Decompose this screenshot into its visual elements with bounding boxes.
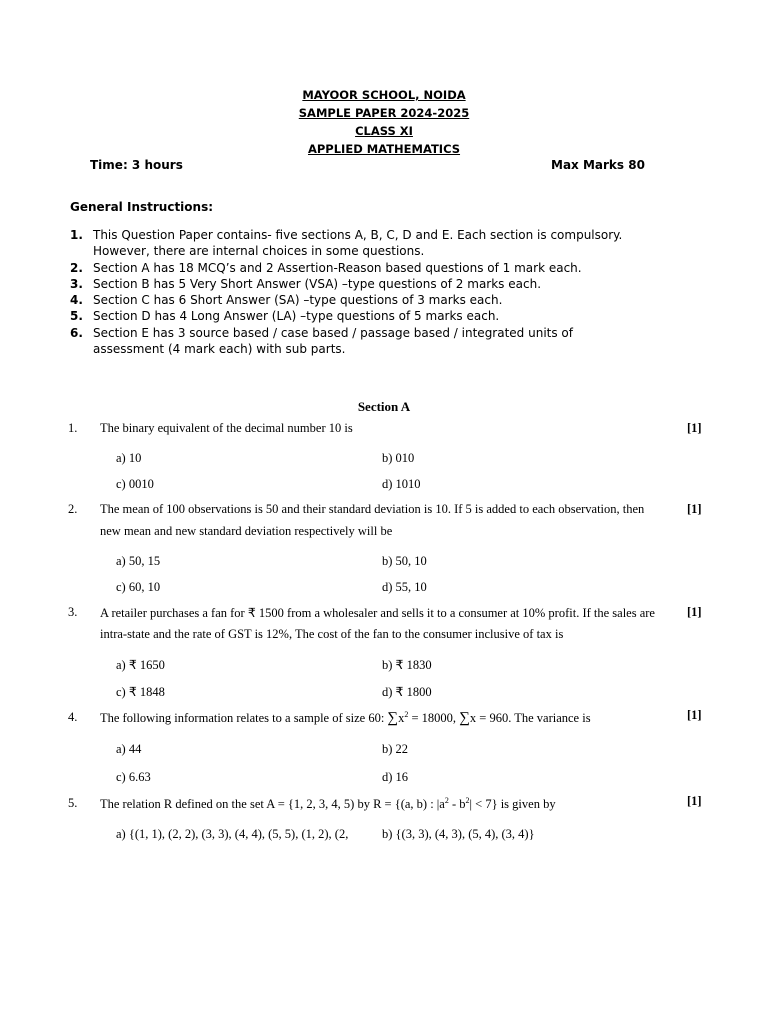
question-marks: [1] xyxy=(687,794,702,808)
instructions-title: General Instructions: xyxy=(70,200,214,214)
summation-symbol: ∑ xyxy=(459,710,470,727)
superscript: 2 xyxy=(465,796,470,805)
question-marks: [1] xyxy=(687,605,702,619)
question-number: 2. xyxy=(68,502,78,516)
option-a: a) 50, 15 xyxy=(116,554,161,568)
question-text-part: The following information relates to a sample of size 60: xyxy=(100,711,388,726)
superscript: 2 xyxy=(444,796,449,805)
instruction-number: 6. xyxy=(70,326,83,340)
question-text-part: The relation R defined on the set A = {1, 2, 3, 4, 5) by R = {(a, b) : |a xyxy=(100,797,445,812)
question-marks: [1] xyxy=(687,421,702,435)
question-number: 1. xyxy=(68,421,78,435)
question-text-continued: new mean and new standard deviation respectively will be xyxy=(100,524,393,538)
question-text-part: | < 7} is given by xyxy=(469,797,556,812)
superscript: 2 xyxy=(404,710,409,719)
instruction-number: 5. xyxy=(70,309,83,323)
instruction-number: 1. xyxy=(70,228,83,242)
question-text: The mean of 100 observations is 50 and their standard deviation is 10. If 5 is added to each observation, then xyxy=(100,502,645,516)
question-text xyxy=(100,710,591,727)
option-a: a) 44 xyxy=(116,742,142,756)
question-text xyxy=(100,796,556,812)
option-b: b) {(3, 3), (4, 3), (5, 4), (3, 4)} xyxy=(382,827,535,841)
section-title: Section A xyxy=(357,399,411,414)
option-c: c) ₹ 1848 xyxy=(116,685,165,699)
option-c: c) 0010 xyxy=(116,477,154,491)
option-c: c) 6.63 xyxy=(116,770,151,784)
option-d: d) 16 xyxy=(382,770,409,784)
instruction-text: Section C has 6 Short Answer (SA) –type questions of 3 marks each. xyxy=(93,293,503,307)
option-a: a) 10 xyxy=(116,451,142,465)
question-text-part: - b xyxy=(448,797,466,812)
instruction-number: 4. xyxy=(70,293,83,307)
option-b: b) ₹ 1830 xyxy=(382,658,432,672)
question-text-part: = 18000, xyxy=(408,711,460,726)
max-marks-label: Max Marks 80 xyxy=(551,158,645,172)
instruction-text: Section B has 5 Very Short Answer (VSA) –type questions of 2 marks each. xyxy=(93,277,542,291)
paper-title: SAMPLE PAPER 2024-2025 xyxy=(298,106,470,120)
time-label: Time: 3 hours xyxy=(90,158,183,172)
question-text-continued: intra-state and the rate of GST is 12%, The cost of the fan to the consumer inclusive of tax is xyxy=(100,627,564,641)
instruction-text: Section E has 3 source based / case based / passage based / integrated units of xyxy=(93,326,573,340)
option-b: b) 50, 10 xyxy=(382,554,427,568)
option-b: b) 010 xyxy=(382,451,415,465)
instruction-text: Section A has 18 MCQ’s and 2 Assertion-Reason based questions of 1 mark each. xyxy=(93,261,582,275)
question-marks: [1] xyxy=(687,502,702,516)
school-name: MAYOOR SCHOOL, NOIDA xyxy=(302,88,466,102)
option-a: a) {(1, 1), (2, 2), (3, 3), (4, 4), (5, 5), (1, 2), (2, xyxy=(116,827,349,841)
option-c: c) 60, 10 xyxy=(116,580,161,594)
question-text-part: x = 960. The variance is xyxy=(469,711,591,726)
option-d: d) ₹ 1800 xyxy=(382,685,432,699)
summation-symbol: ∑ xyxy=(387,710,399,727)
question-text-part: x xyxy=(398,711,405,726)
question-number: 4. xyxy=(68,710,78,724)
option-d: d) 1010 xyxy=(382,477,421,491)
instruction-text-continued: However, there are internal choices in some questions. xyxy=(93,244,425,258)
instruction-text-continued: assessment (4 mark each) with sub parts. xyxy=(93,342,346,356)
instruction-text: Section D has 4 Long Answer (LA) –type questions of 5 marks each. xyxy=(93,309,500,323)
question-marks: [1] xyxy=(687,708,702,722)
question-text: A retailer purchases a fan for ₹ 1500 from a wholesaler and sells it to a consumer at 10% profit. If the sales are xyxy=(100,606,655,620)
option-a: a) ₹ 1650 xyxy=(116,658,165,672)
instruction-text: This Question Paper contains- five sections A, B, C, D and E. Each section is compulsory. xyxy=(93,228,623,242)
question-number: 3. xyxy=(68,605,78,619)
question-text: The binary equivalent of the decimal number 10 is xyxy=(100,421,353,435)
subject-label: APPLIED MATHEMATICS xyxy=(307,142,461,156)
option-b: b) 22 xyxy=(382,742,409,756)
instruction-number: 3. xyxy=(70,277,83,291)
question-number: 5. xyxy=(68,796,78,810)
option-d: d) 55, 10 xyxy=(382,580,427,594)
instruction-number: 2. xyxy=(70,261,83,275)
class-label: CLASS XI xyxy=(355,124,413,138)
